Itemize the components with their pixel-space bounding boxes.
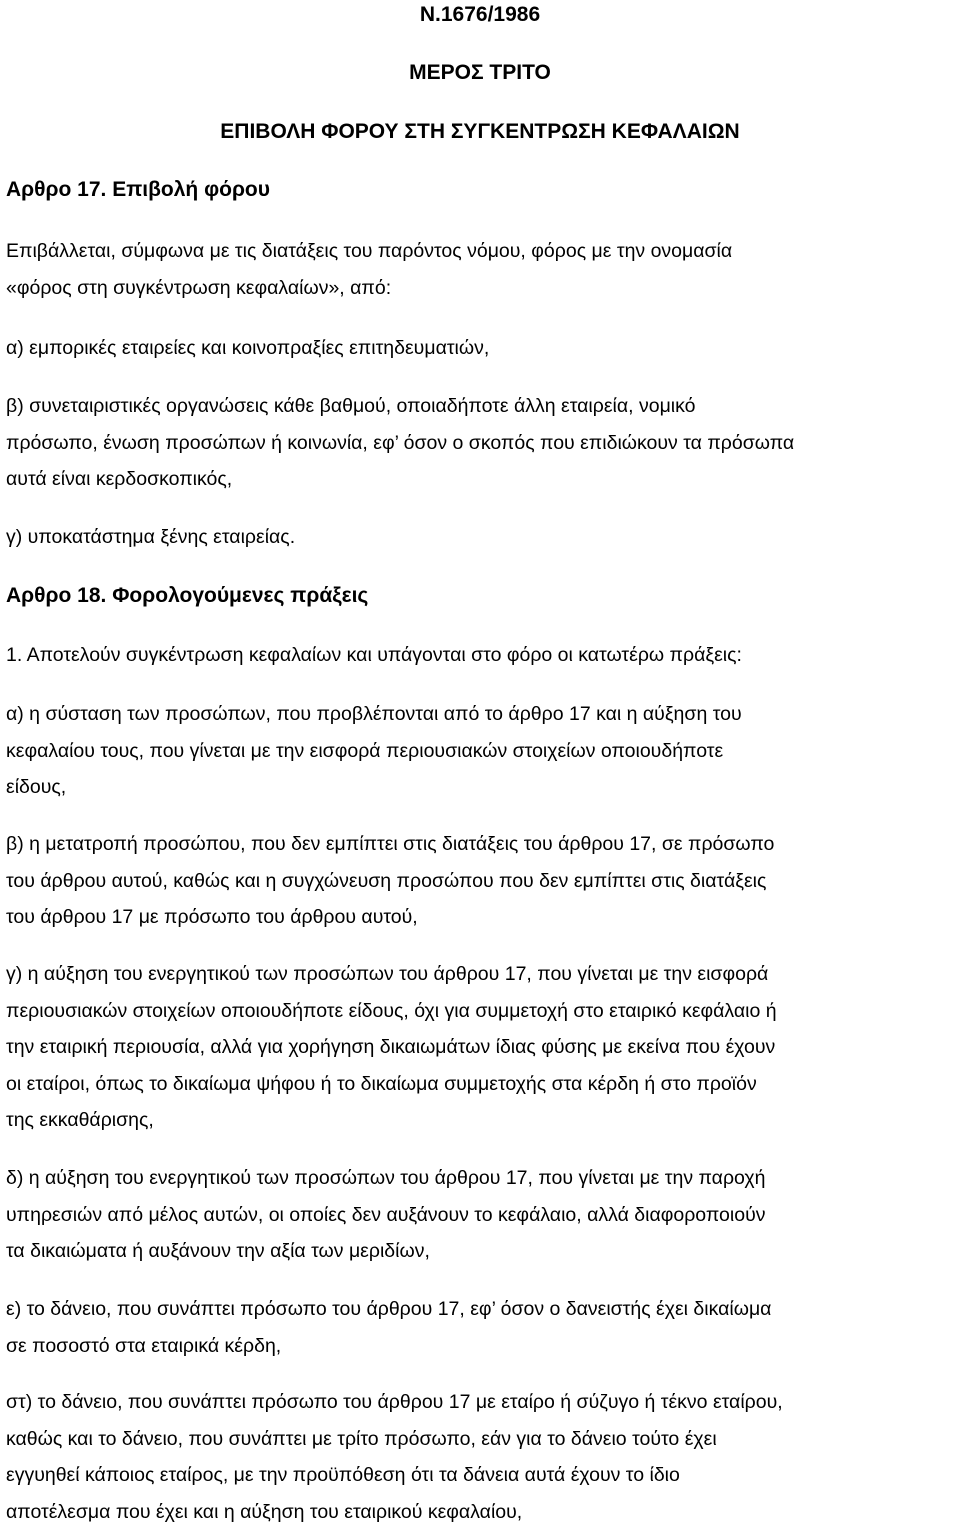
text-line: του άρθρου αυτού, καθώς και η συγχώνευση προσώπου που δεν εμπίπτει στις διατάξεις <box>6 863 954 900</box>
text-line: την εταιρική περιουσία, αλλά για χορήγηση δικαιωμάτων ίδιας φύσης με εκείνα που έχουν <box>6 1029 954 1066</box>
article-18-item-a <box>6 696 954 806</box>
text-line: β) συνεταιριστικές οργανώσεις κάθε βαθμού, οποιαδήποτε άλλη εταιρεία, νομικό <box>6 388 954 425</box>
law-number: Ν.1676/1986 <box>0 1 960 29</box>
article-17-item-a <box>6 330 954 367</box>
text-line: δ) η αύξηση του ενεργητικού των προσώπων του άρθρου 17, που γίνεται με την παροχή <box>6 1160 954 1197</box>
text-line: γ) υποκατάστημα ξένης εταιρείας. <box>6 519 954 556</box>
article-18-item-d <box>6 1160 954 1270</box>
article-18-item-c <box>6 956 954 1139</box>
text-line: εγγυηθεί κάποιος εταίρος, με την προϋπόθεση ότι τα δάνεια αυτά έχουν το ίδιο <box>6 1457 954 1494</box>
article-17-item-c <box>6 519 954 556</box>
text-line: είδους, <box>6 769 954 806</box>
text-line: «φόρος στη συγκέντρωση κεφαλαίων», από: <box>6 270 954 307</box>
part-subtitle: ΕΠΙΒΟΛΗ ΦΟΡΟΥ ΣΤΗ ΣΥΓΚΕΝΤΡΩΣΗ ΚΕΦΑΛΑΙΩΝ <box>0 118 960 146</box>
article-17-heading: Αρθρο 17. Επιβολή φόρου <box>6 176 270 204</box>
article-17-item-b <box>6 388 954 498</box>
text-line: στ) το δάνειο, που συνάπτει πρόσωπο του άρθρου 17 με εταίρο ή σύζυγο ή τέκνο εταίρου, <box>6 1384 954 1421</box>
text-line: της εκκαθάρισης, <box>6 1102 954 1139</box>
text-line: οι εταίροι, όπως το δικαίωμα ψήφου ή το δικαίωμα συμμετοχής στα κέρδη ή στο προϊόν <box>6 1066 954 1103</box>
text-line: β) η μετατροπή προσώπου, που δεν εμπίπτει στις διατάξεις του άρθρου 17, σε πρόσωπο <box>6 826 954 863</box>
text-line: α) η σύσταση των προσώπων, που προβλέπονται από το άρθρο 17 και η αύξηση του <box>6 696 954 733</box>
text-line: του άρθρου 17 με πρόσωπο του άρθρου αυτού, <box>6 899 954 936</box>
text-line: α) εμπορικές εταιρείες και κοινοπραξίες επιτηδευματιών, <box>6 330 954 367</box>
text-line: υπηρεσιών από μέλος αυτών, οι οποίες δεν αυξάνουν το κεφάλαιο, αλλά διαφοροποιούν <box>6 1197 954 1234</box>
article-17-intro <box>6 233 954 306</box>
text-line: τα δικαιώματα ή αυξάνουν την αξία των μεριδίων, <box>6 1233 954 1270</box>
article-18-heading: Αρθρο 18. Φορολογούμενες πράξεις <box>6 582 368 610</box>
article-18-paragraph-1 <box>6 637 954 674</box>
text-line: καθώς και το δάνειο, που συνάπτει με τρίτο πρόσωπο, εάν για το δάνειο τούτο έχει <box>6 1421 954 1458</box>
text-line: σε ποσοστό στα εταιρικά κέρδη, <box>6 1328 954 1365</box>
text-line: Επιβάλλεται, σύμφωνα με τις διατάξεις του παρόντος νόμου, φόρος με την ονομασία <box>6 233 954 270</box>
article-18-item-e <box>6 1291 954 1364</box>
article-18-item-st <box>6 1384 954 1530</box>
text-line: 1. Αποτελούν συγκέντρωση κεφαλαίων και υπάγονται στο φόρο οι κατωτέρω πράξεις: <box>6 637 954 674</box>
text-line: αυτά είναι κερδοσκοπικός, <box>6 461 954 498</box>
text-line: περιουσιακών στοιχείων οποιουδήποτε είδους, όχι για συμμετοχή στο εταιρικό κεφάλαιο ή <box>6 993 954 1030</box>
part-title: ΜΕΡΟΣ ΤΡΙΤΟ <box>0 59 960 87</box>
text-line: κεφαλαίου τους, που γίνεται με την εισφορά περιουσιακών στοιχείων οποιουδήποτε <box>6 733 954 770</box>
article-18-item-b <box>6 826 954 936</box>
text-line: αποτέλεσμα που έχει και η αύξηση του εταιρικού κεφαλαίου, <box>6 1494 954 1530</box>
text-line: πρόσωπο, ένωση προσώπων ή κοινωνία, εφ’ όσον ο σκοπός που επιδιώκουν τα πρόσωπα <box>6 425 954 462</box>
text-line: γ) η αύξηση του ενεργητικού των προσώπων του άρθρου 17, που γίνεται με την εισφορά <box>6 956 954 993</box>
text-line: ε) το δάνειο, που συνάπτει πρόσωπο του άρθρου 17, εφ’ όσον ο δανειστής έχει δικαίωμα <box>6 1291 954 1328</box>
